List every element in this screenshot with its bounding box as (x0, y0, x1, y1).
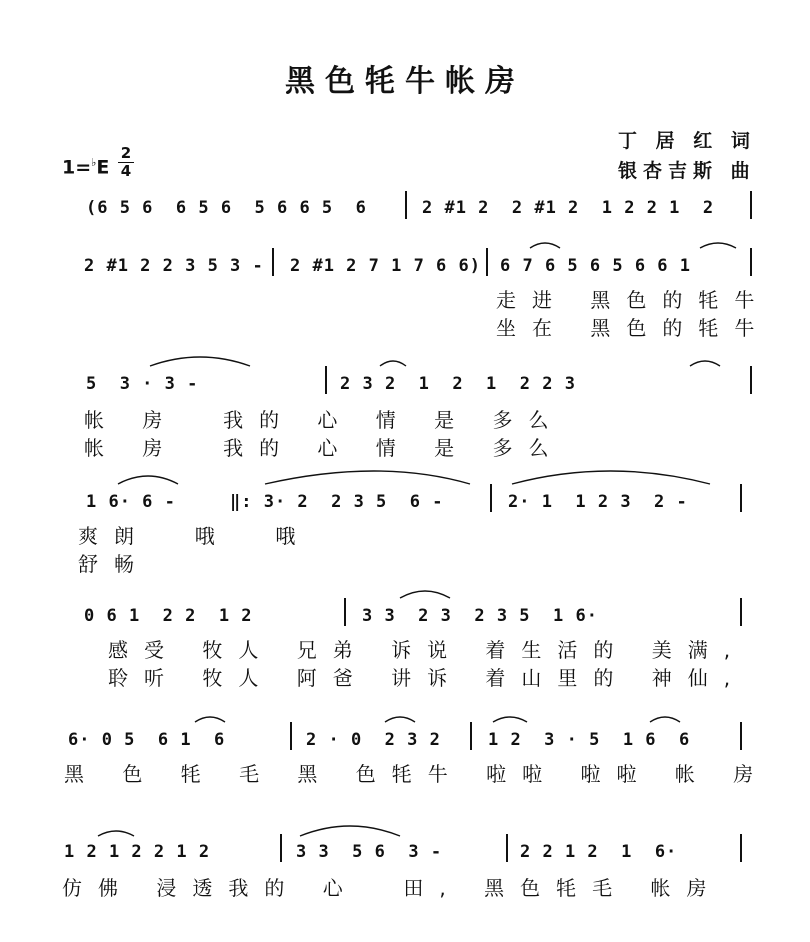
notes-s4-m3: 2· 1 1 2 3 2 - (508, 492, 688, 512)
notes-s7-m1: 1 2 1 2 2 1 2 (64, 842, 211, 862)
lyric-s6: 黑 色 牦 毛 黑 色牦牛 啦啦 啦啦 帐 房 (64, 762, 770, 786)
notes-s7-m3: 2 2 1 2 1 6· (520, 842, 678, 862)
notes-s6-m1: 6· 0 5 6 1 6 (68, 730, 226, 750)
lyric-s7: 仿佛 浸透我的 心 田, 黑色牦毛 帐房 (62, 876, 723, 900)
notes-s6-m2: 2 · 0 2 3 2 (306, 730, 441, 750)
notes-s4-m2: ‖: 3· 2 2 3 5 6 - (230, 492, 444, 512)
notes-s2-m3: 6 7 6 5 6 5 6 6 1 (500, 256, 691, 276)
notes-s3-m2: 2 3 2 1 2 1 2 2 3 (340, 374, 576, 394)
lyric-s2-v2: 坐在 黑色的牦牛 (496, 316, 771, 340)
notes-s4-m1: 1 6· 6 - (86, 492, 176, 512)
notes-s3-m1: 5 3 · 3 - (86, 374, 199, 394)
notes-s1-m2: 2 #1 2 2 #1 2 1 2 2 1 2 (422, 198, 715, 218)
notes-s7-m2: 3 3 5 6 3 - (296, 842, 443, 862)
time-signature-bottom: 4 (120, 162, 132, 180)
lyricist-credit: 丁 居 红 词 (618, 130, 756, 152)
notes-s2-m1: 2 #1 2 2 3 5 3 - (84, 256, 264, 276)
lyric-s2-v1: 走进 黑色的牦牛 (496, 288, 771, 312)
page-title: 黑色牦牛帐房 (285, 64, 525, 99)
lyric-s5-v2: 聆听 牧人 阿爸 讲诉 着山里的 神仙, (108, 666, 747, 690)
notes-s1-m1: (6 5 6 6 5 6 5 6 6 5 6 (86, 198, 367, 218)
notes-s6-m3: 1 2 3 · 5 1 6 6 (488, 730, 691, 750)
notes-s5-m1: 0 6 1 2 2 1 2 (84, 606, 253, 626)
composer-credit: 银杏吉斯 曲 (618, 160, 756, 182)
notes-s5-m2: 3 3 2 3 2 3 5 1 6· (362, 606, 598, 626)
time-signature-top: 2 (120, 144, 132, 162)
flat-sign: ♭ (91, 156, 97, 169)
lyric-s3-v2: 帐 房 我的 心 情 是 多么 (84, 436, 565, 460)
lyric-s4-v2: 舒畅 (78, 552, 150, 576)
lyric-s3-v1: 帐 房 我的 心 情 是 多么 (84, 408, 565, 432)
lyric-s5-v1: 感受 牧人 兄弟 诉说 着生活的 美满, (108, 638, 747, 662)
key-prefix: 1= (62, 156, 92, 179)
notes-s2-m2: 2 #1 2 7 1 7 6 6) (290, 256, 481, 276)
lyric-s4-v1: 爽朗 哦 哦 (78, 524, 312, 548)
key-note: E (96, 156, 110, 179)
